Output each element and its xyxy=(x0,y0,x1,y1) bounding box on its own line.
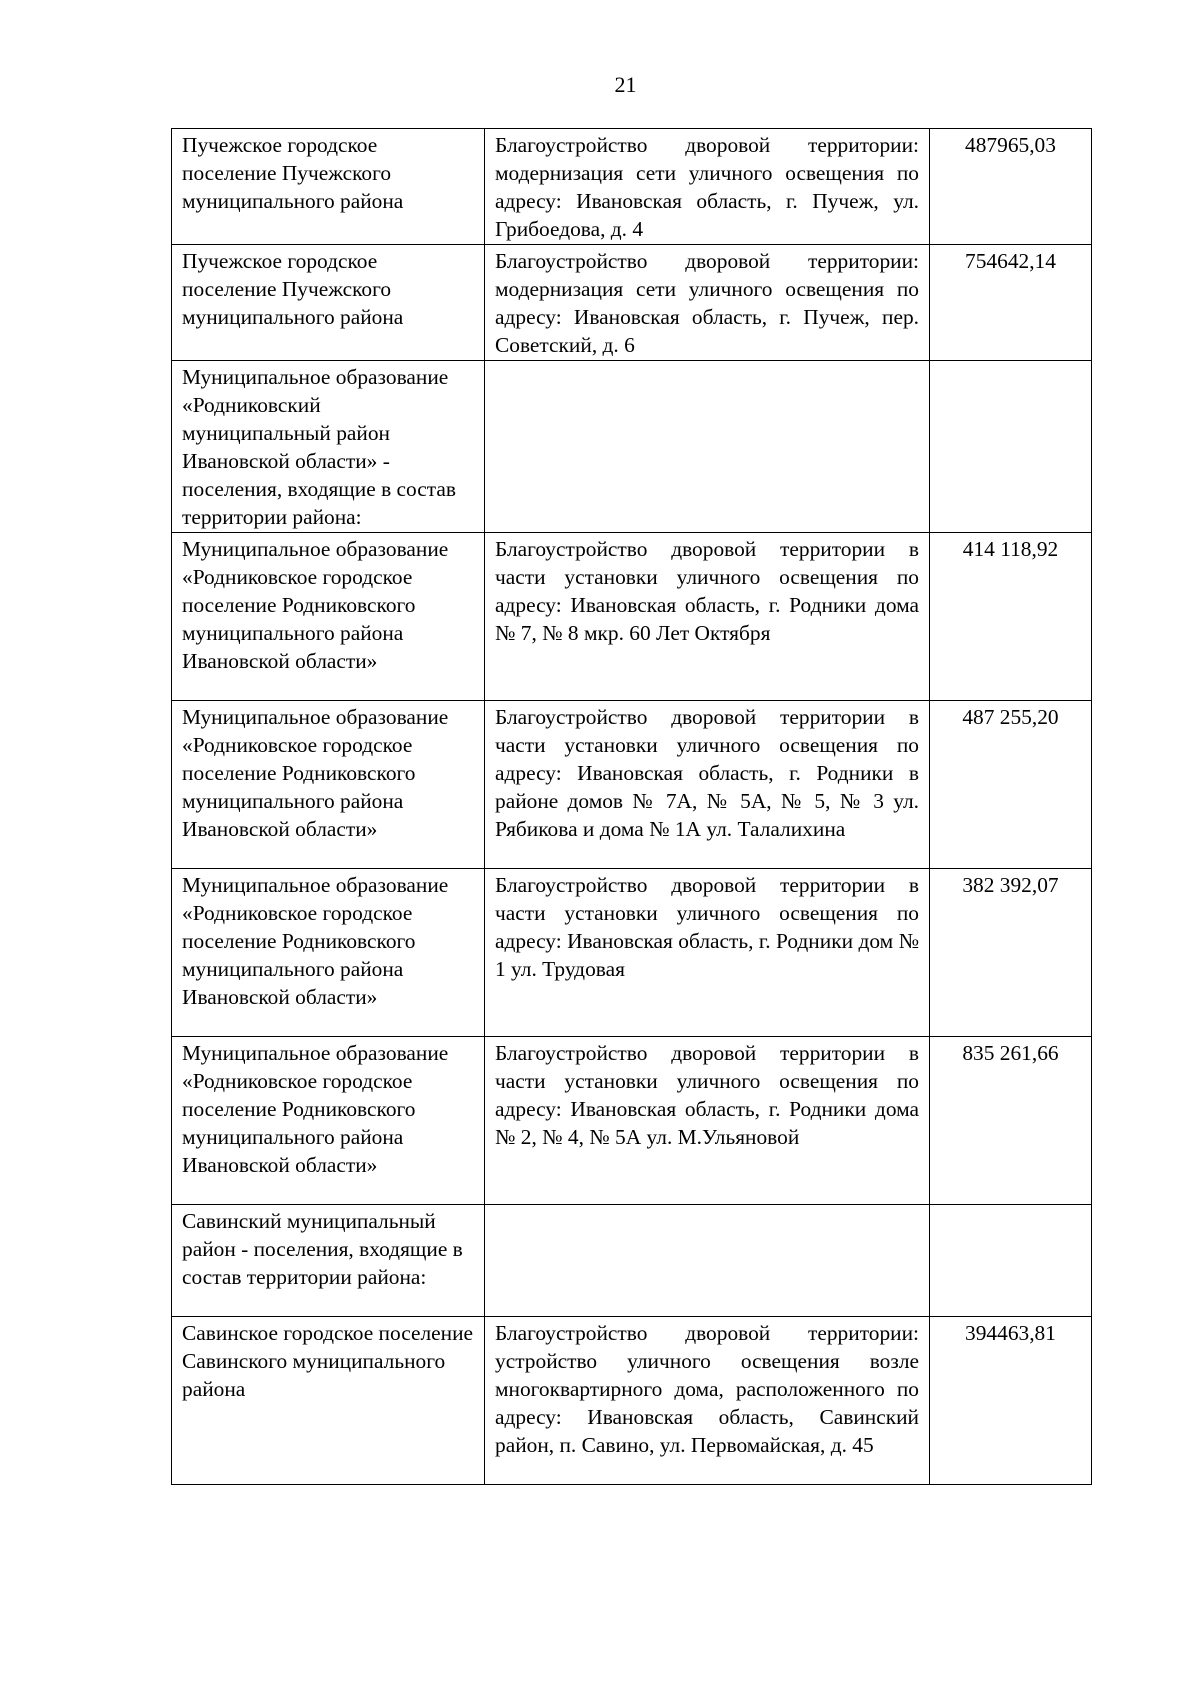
municipality-cell: Муниципальное образование «Родниковский муниципальный район Ивановской области» - поселения, входящие в состав территории района: xyxy=(172,361,485,533)
municipality-cell: Савинский муниципальный район - поселения, входящие в состав территории района: xyxy=(172,1205,485,1317)
amount-cell: 414 118,92 xyxy=(930,533,1092,701)
municipality-cell: Пучежское городское поселение Пучежского муниципального района xyxy=(172,129,485,245)
description-cell: Благоустройство дворовой территории в части установки уличного освещения по адресу: Ивановская область, г. Родники дом № 1 ул. Трудовая xyxy=(485,869,930,1037)
table-row xyxy=(172,245,1092,361)
table-row xyxy=(172,361,1092,533)
table-row xyxy=(172,869,1092,1037)
table-row xyxy=(172,1037,1092,1205)
municipality-cell: Пучежское городское поселение Пучежского муниципального района xyxy=(172,245,485,361)
municipality-cell: Муниципальное образование «Родниковское городское поселение Родниковского муниципального района Ивановской области» xyxy=(172,1037,485,1205)
funding-table xyxy=(171,128,1092,1485)
amount-cell: 835 261,66 xyxy=(930,1037,1092,1205)
table-row xyxy=(172,129,1092,245)
description-cell xyxy=(485,361,930,533)
amount-cell: 754642,14 xyxy=(930,245,1092,361)
amount-cell xyxy=(930,361,1092,533)
page-number: 21 xyxy=(614,72,637,97)
description-cell: Благоустройство дворовой территории: модернизация сети уличного освещения по адресу: Ивановская область, г. Пучеж, пер. Советский, д. 6 xyxy=(485,245,930,361)
description-cell xyxy=(485,1205,930,1317)
table-row xyxy=(172,1317,1092,1485)
amount-cell: 394463,81 xyxy=(930,1317,1092,1485)
description-cell: Благоустройство дворовой территории в части установки уличного освещения по адресу: Ивановская область, г. Родники дома № 7, № 8 мкр. 60 Лет Октября xyxy=(485,533,930,701)
description-cell: Благоустройство дворовой территории: модернизация сети уличного освещения по адресу: Ивановская область, г. Пучеж, ул. Грибоедова, д. 4 xyxy=(485,129,930,245)
municipality-cell: Муниципальное образование «Родниковское городское поселение Родниковского муниципального района Ивановской области» xyxy=(172,701,485,869)
description-cell: Благоустройство дворовой территории: устройство уличного освещения возле многоквартирного дома, расположенного по адресу: Ивановская область, Савинский район, п. Савино, ул. Первомайская, д. 45 xyxy=(485,1317,930,1485)
description-cell: Благоустройство дворовой территории в части установки уличного освещения по адресу: Ивановская область, г. Родники в районе домов № 7А, № 5А, № 5, № 3 ул. Рябикова и дома № 1А ул. Талалихина xyxy=(485,701,930,869)
table-row xyxy=(172,533,1092,701)
amount-cell: 487 255,20 xyxy=(930,701,1092,869)
amount-cell: 487965,03 xyxy=(930,129,1092,245)
description-cell: Благоустройство дворовой территории в части установки уличного освещения по адресу: Ивановская область, г. Родники дома № 2, № 4, № 5А ул. М.Ульяновой xyxy=(485,1037,930,1205)
municipality-cell: Савинское городское поселение Савинского муниципального района xyxy=(172,1317,485,1485)
amount-cell xyxy=(930,1205,1092,1317)
amount-cell: 382 392,07 xyxy=(930,869,1092,1037)
municipality-cell: Муниципальное образование «Родниковское городское поселение Родниковского муниципального района Ивановской области» xyxy=(172,869,485,1037)
table-row xyxy=(172,1205,1092,1317)
table-row xyxy=(172,701,1092,869)
municipality-cell: Муниципальное образование «Родниковское городское поселение Родниковского муниципального района Ивановской области» xyxy=(172,533,485,701)
